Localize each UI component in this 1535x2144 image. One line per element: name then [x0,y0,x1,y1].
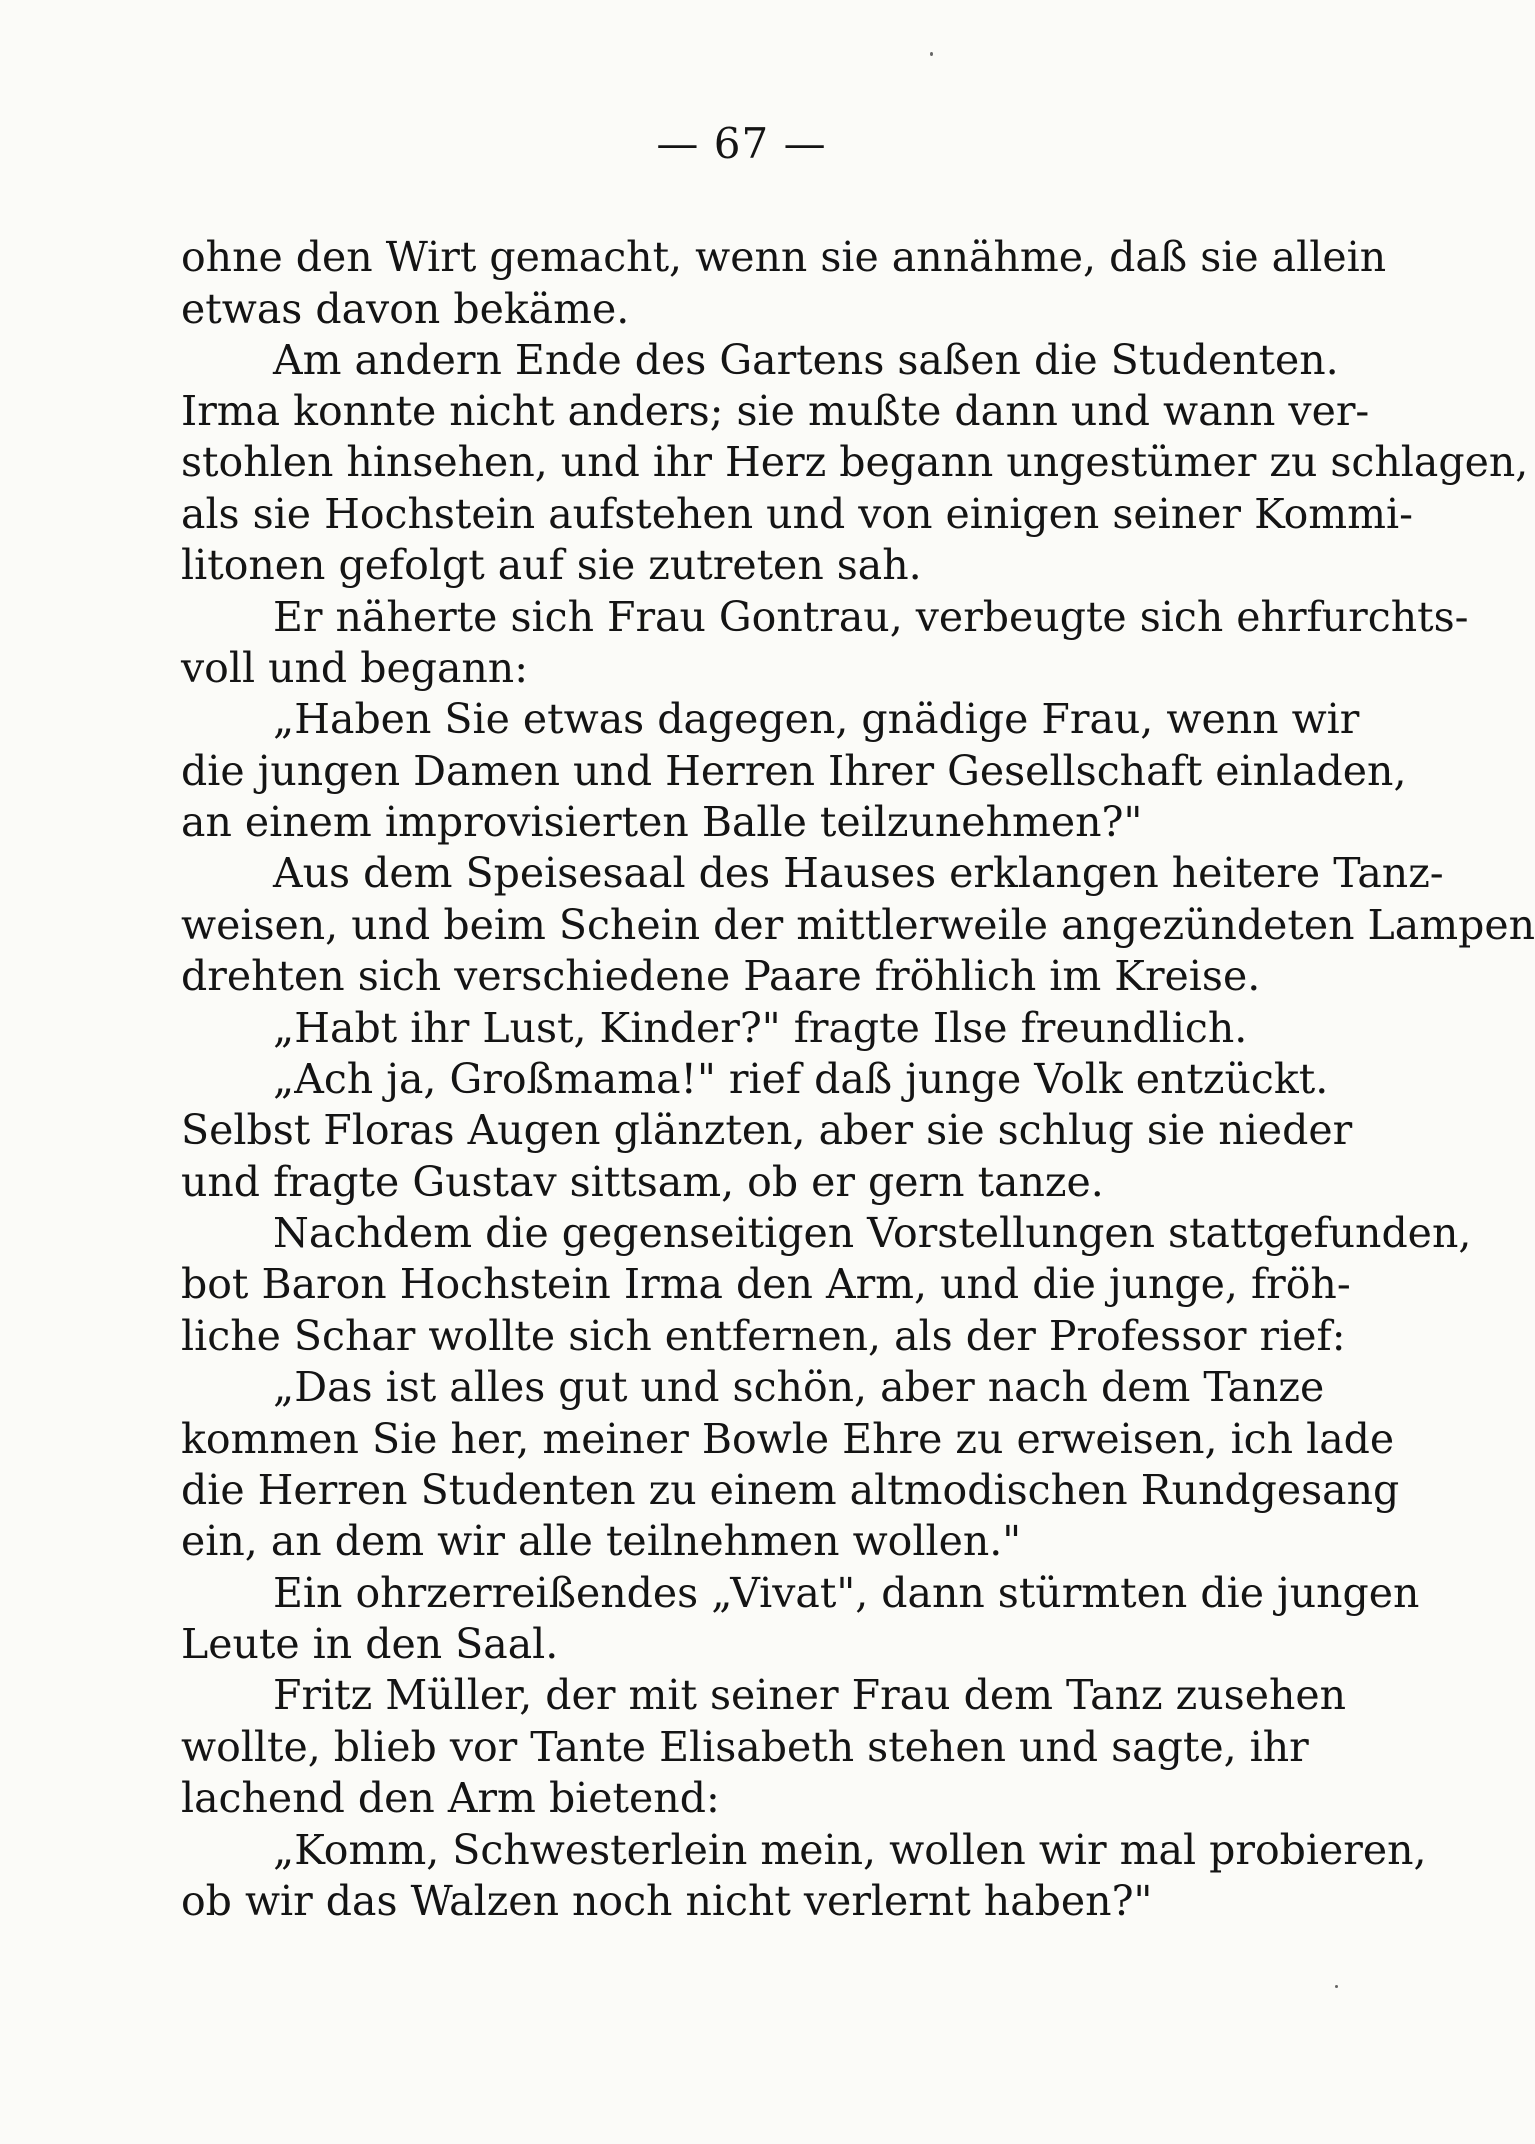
text-line: „Habt ihr Lust, Kinder?" fragte Ilse freundlich. [273,1004,1248,1052]
text-line: etwas davon bekäme. [181,285,630,333]
text-line: bot Baron Hochstein Irma den Arm, und die junge, fröh- [181,1260,1351,1308]
text-line: weisen, und beim Schein der mittlerweile angezündeten Lampen [181,901,1535,949]
text-line: die jungen Damen und Herren Ihrer Gesellschaft einladen, [181,747,1407,795]
text-line: als sie Hochstein aufstehen und von einigen seiner Kommi- [181,490,1414,538]
text-line: stohlen hinsehen, und ihr Herz begann ungestümer zu schlagen, [181,438,1529,486]
page-number: — 67 — [656,119,827,168]
paper-speck [930,52,933,56]
text-line: ob wir das Walzen noch nicht verlernt haben?" [181,1877,1153,1925]
text-line: „Das ist alles gut und schön, aber nach dem Tanze [273,1363,1325,1411]
text-line: Am andern Ende des Gartens saßen die Studenten. [273,336,1339,384]
text-line: voll und begann: [181,644,529,692]
text-line: Aus dem Speisesaal des Hauses erklangen heitere Tanz- [273,849,1444,897]
text-line: Nachdem die gegenseitigen Vorstellungen stattgefunden, [273,1209,1472,1257]
text-line: kommen Sie her, meiner Bowle Ehre zu erweisen, ich lade [181,1415,1395,1463]
text-line: ein, an dem wir alle teilnehmen wollen." [181,1517,1022,1565]
text-line: Leute in den Saal. [181,1620,559,1668]
text-line: Ein ohrzerreißendes „Vivat", dann stürmten die jungen [273,1569,1420,1617]
text-line: litonen gefolgt auf sie zutreten sah. [181,541,922,589]
text-line: liche Schar wollte sich entfernen, als der Professor rief: [181,1312,1346,1360]
text-line: Selbst Floras Augen glänzten, aber sie schlug sie nieder [181,1106,1353,1154]
paper-speck [1335,1985,1338,1988]
text-line: „Ach ja, Großmama!" rief daß junge Volk entzückt. [273,1055,1329,1103]
text-line: und fragte Gustav sittsam, ob er gern tanze. [181,1158,1104,1206]
text-line: ohne den Wirt gemacht, wenn sie annähme, daß sie allein [181,233,1387,281]
text-line: „Haben Sie etwas dagegen, gnädige Frau, wenn wir [273,695,1360,743]
text-line: Fritz Müller, der mit seiner Frau dem Tanz zusehen [273,1671,1347,1719]
text-line: wollte, blieb vor Tante Elisabeth stehen und sagte, ihr [181,1723,1309,1771]
text-line: die Herren Studenten zu einem altmodischen Rundgesang [181,1466,1400,1514]
text-line: „Komm, Schwesterlein mein, wollen wir mal probieren, [273,1826,1427,1874]
text-line: Er näherte sich Frau Gontrau, verbeugte sich ehrfurchts- [273,593,1469,641]
text-line: an einem improvisierten Balle teilzunehmen?" [181,798,1143,846]
text-line: drehten sich verschiedene Paare fröhlich im Kreise. [181,952,1261,1000]
text-line: lachend den Arm bietend: [181,1774,720,1822]
text-line: Irma konnte nicht anders; sie mußte dann und wann ver- [181,387,1370,435]
